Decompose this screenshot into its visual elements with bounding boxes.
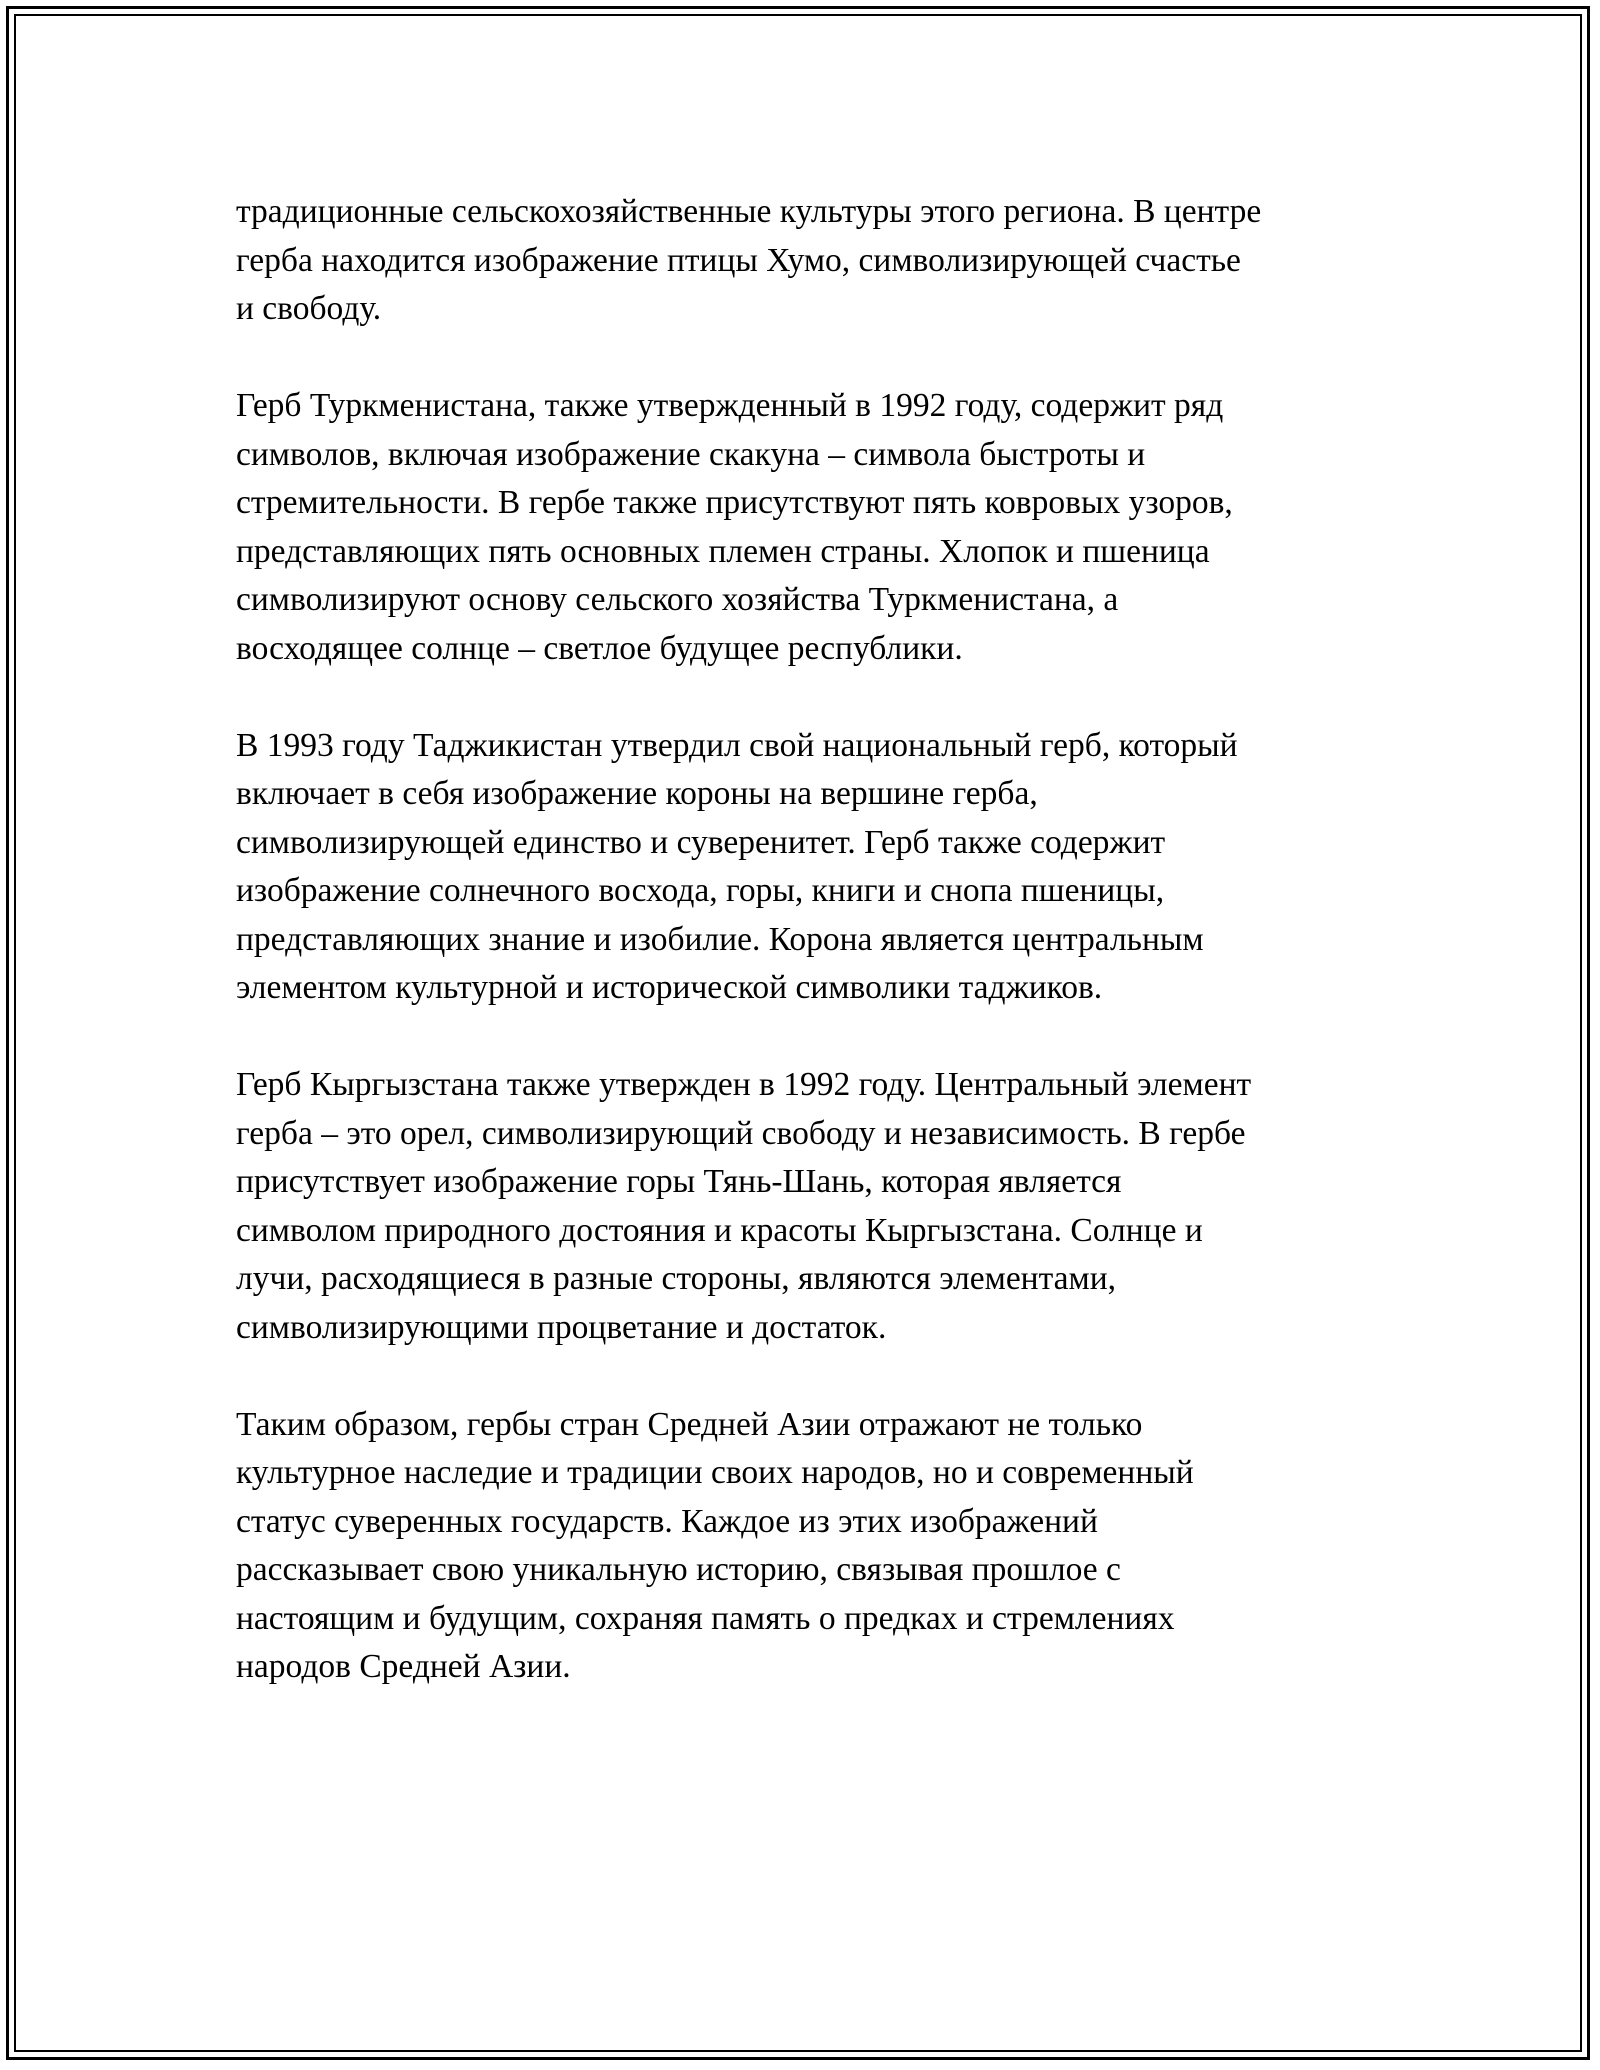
paragraph-turkmenistan: Герб Туркменистана, также утвержденный в 1992 году, содержит ряд символов, включая изображение скакуна – символа быстроты и стремительности. В гербе также присутствуют пять ковровых узоров, представляющих пять основных племен страны. Хлопок и пшеница символизируют основу сельского хозяйства Туркменистана, а восходящее солнце – светлое будущее республики. bbox=[236, 387, 1233, 667]
document-body bbox=[236, 188, 1376, 1740]
paragraph-kyrgyzstan: Герб Кыргызстана также утвержден в 1992 году. Центральный элемент герба – это орел, символизирующий свободу и независимость. В гербе присутствует изображение горы Тянь-Шань, которая является символом природного достояния и красоты Кыргызстана. Солнце и лучи, расходящиеся в разные стороны, являются элементами, символизирующими процветание и достаток. bbox=[236, 1066, 1252, 1346]
paragraph-tajikistan: В 1993 году Таджикистан утвердил свой национальный герб, который включает в себя изображение короны на вершине герба, символизирующей единство и суверенитет. Герб также содержит изображение солнечного восхода, горы, книги и снопа пшеницы, представляющих знание и изобилие. Корона является центральным элементом культурной и исторической символики таджиков. bbox=[236, 726, 1238, 1006]
paragraph-conclusion: Таким образом, гербы стран Средней Азии отражают не только культурное наследие и традиции своих народов, но и современный статус суверенных государств. Каждое из этих изображений рассказывает свою уникальную историю, связывая прошлое с настоящим и будущим, сохраняя память о предках и стремлениях народов Средней Азии. bbox=[236, 1405, 1194, 1685]
paragraph-coat-of-arms-uzbekistan-end: традиционные сельскохозяйственные культуры этого региона. В центре герба находится изображение птицы Хумо, символизирующей счастье и свободу. bbox=[236, 193, 1262, 327]
